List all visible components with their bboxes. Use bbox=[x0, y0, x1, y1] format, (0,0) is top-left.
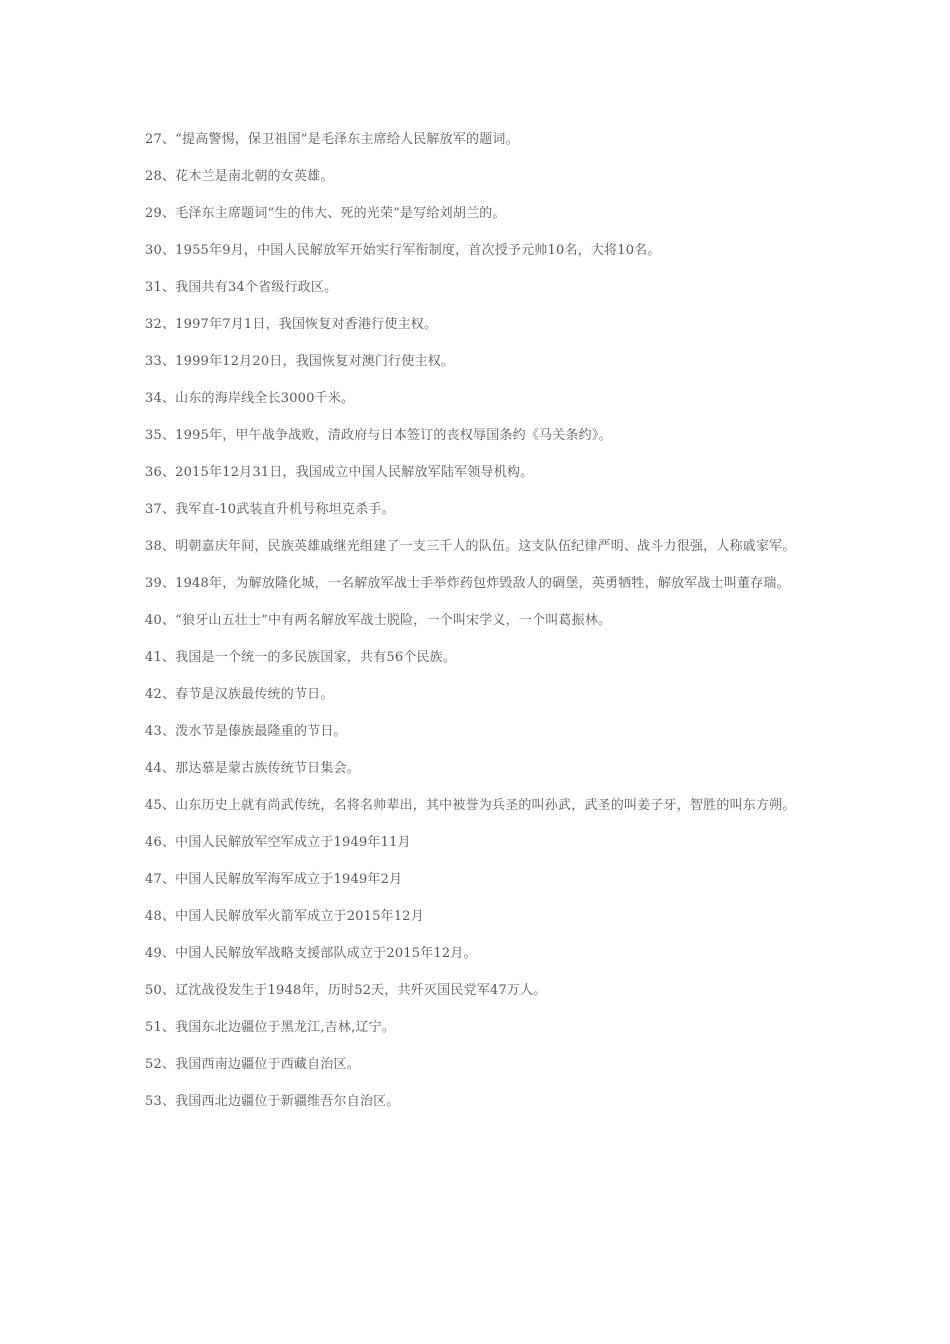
list-item: 32、1997年7月1日，我国恢复对香港行使主权。 bbox=[145, 317, 438, 332]
list-item: 30、1955年9月，中国人民解放军开始实行军衔制度，首次授予元帅10名，大将10名。 bbox=[145, 243, 661, 258]
list-item: 42、春节是汉族最传统的节日。 bbox=[145, 687, 334, 702]
list-item: 36、2015年12月31日，我国成立中国人民解放军陆军领导机构。 bbox=[145, 465, 534, 480]
list-item: 31、我国共有34个省级行政区。 bbox=[145, 280, 338, 295]
list-item: 44、那达慕是蒙古族传统节日集会。 bbox=[145, 761, 360, 776]
list-item: 28、花木兰是南北朝的女英雄。 bbox=[145, 169, 334, 184]
list-item: 35、1995年，甲午战争战败，清政府与日本签订的丧权辱国条约《马关条约》。 bbox=[145, 428, 612, 443]
list-item: 53、我国西北边疆位于新疆维吾尔自治区。 bbox=[145, 1094, 400, 1109]
list-item: 29、毛泽东主席题词“生的伟大、死的光荣”是写给刘胡兰的。 bbox=[145, 206, 506, 221]
list-item: 47、中国人民解放军海军成立于1949年2月 bbox=[145, 872, 403, 887]
list-item: 37、我军直-10武装直升机号称坦克杀手。 bbox=[145, 502, 395, 517]
list-item: 48、中国人民解放军火箭军成立于2015年12月 bbox=[145, 909, 424, 924]
list-item: 43、泼水节是傣族最隆重的节日。 bbox=[145, 724, 347, 739]
list-item: 45、山东历史上就有尚武传统，名将名帅辈出，其中被誉为兵圣的叫孙武，武圣的叫姜子牙，智胜的叫东方朔。 bbox=[145, 798, 796, 813]
document-page bbox=[145, 126, 815, 1125]
list-item: 49、中国人民解放军战略支援部队成立于2015年12月。 bbox=[145, 946, 477, 961]
list-item: 52、我国西南边疆位于西藏自治区。 bbox=[145, 1057, 360, 1072]
list-item: 38、明朝嘉庆年间，民族英雄戚继光组建了一支三千人的队伍。这支队伍纪律严明、战斗力很强，人称戚家军。 bbox=[145, 539, 796, 554]
list-item: 51、我国东北边疆位于黑龙江,吉林,辽宁。 bbox=[145, 1020, 396, 1035]
list-item: 46、中国人民解放军空军成立于1949年11月 bbox=[145, 835, 411, 850]
list-item: 34、山东的海岸线全长3000千米。 bbox=[145, 391, 355, 406]
list-item: 40、“狼牙山五壮士”中有两名解放军战士脱险，一个叫宋学义，一个叫葛振林。 bbox=[145, 613, 612, 628]
list-item: 33、1999年12月20日，我国恢复对澳门行使主权。 bbox=[145, 354, 455, 369]
list-item: 27、“提高警惕，保卫祖国”是毛泽东主席给人民解放军的题词。 bbox=[145, 132, 519, 147]
list-item: 50、辽沈战役发生于1948年，历时52天，共歼灭国民党军47万人。 bbox=[145, 983, 547, 998]
list-item: 39、1948年，为解放隆化城，一名解放军战士手举炸药包炸毁敌人的碉堡，英勇牺牲，解放军战士叫董存瑞。 bbox=[145, 576, 790, 591]
list-item: 41、我国是一个统一的多民族国家，共有56个民族。 bbox=[145, 650, 457, 665]
